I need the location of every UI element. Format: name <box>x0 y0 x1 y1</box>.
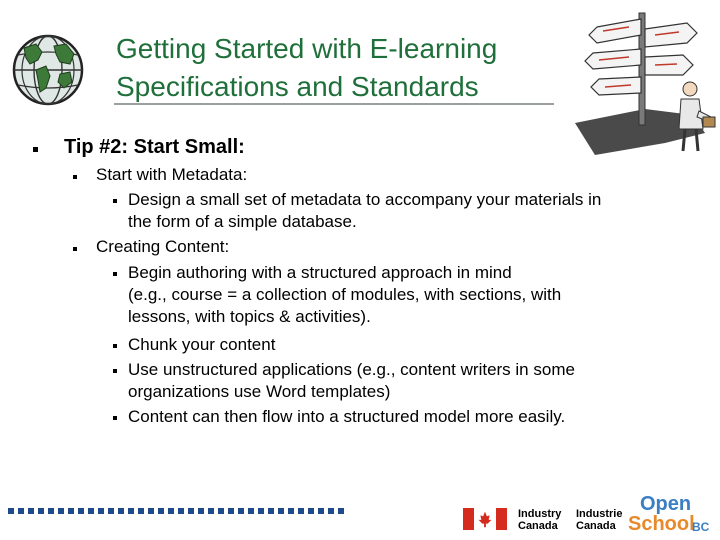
open-school-word-school: School <box>628 513 695 535</box>
list-item <box>128 189 601 233</box>
list-item-line: (e.g., course = a collection of modules, with sections, with <box>128 285 562 304</box>
list-item <box>128 406 565 428</box>
list-item-line: lessons, with topics & activities). <box>128 307 371 326</box>
industry-canada-fr <box>576 508 622 532</box>
tip-heading: Tip #2: Start Small: <box>64 136 245 158</box>
industry-canada-en-line: Industry <box>518 508 562 520</box>
bullet-marker <box>113 272 117 276</box>
title-divider <box>114 103 554 105</box>
list-item-line: Begin authoring with a structured approach in mind <box>128 263 512 282</box>
page-title <box>116 30 576 106</box>
bullet-marker <box>73 175 77 179</box>
list-item-line: Content can then flow into a structured model more easily. <box>128 407 566 426</box>
bullet-marker <box>113 199 117 203</box>
open-school-word-open: Open <box>640 493 692 515</box>
globe-icon <box>8 30 88 110</box>
open-school-bc-logo <box>628 494 718 538</box>
list-item <box>128 359 575 403</box>
list-item-line: the form of a simple database. <box>128 212 357 231</box>
bullet-marker <box>113 344 117 348</box>
list-item-line: Use unstructured applications (e.g., content writers in some <box>128 360 575 379</box>
title-line-2: Specifications and Standards <box>116 71 479 102</box>
industry-canada-fr-line: Industrie <box>576 508 623 520</box>
bullet-marker <box>113 369 117 373</box>
bullet-marker <box>113 416 117 420</box>
list-item <box>128 262 561 328</box>
list-item-line: organizations use Word templates) <box>128 382 391 401</box>
footer-dotted-rule <box>8 508 348 514</box>
section-label: Start with Metadata: <box>96 165 248 184</box>
bullet-marker <box>73 247 77 251</box>
canada-flag-icon <box>462 508 508 530</box>
list-item-line: Design a small set of metadata to accompany your materials in <box>128 190 602 209</box>
open-school-word-bc: BC <box>692 520 710 534</box>
section-label: Creating Content: <box>96 237 230 256</box>
list-item <box>128 334 275 356</box>
industry-canada-fr-line: Canada <box>576 520 616 532</box>
industry-canada-en <box>518 508 561 532</box>
list-item-line: Chunk your content <box>128 335 276 354</box>
industry-canada-en-line: Canada <box>518 520 558 532</box>
title-line-1: Getting Started with E-learning <box>116 33 498 64</box>
signpost-illustration <box>575 5 720 160</box>
bullet-marker <box>33 147 38 152</box>
